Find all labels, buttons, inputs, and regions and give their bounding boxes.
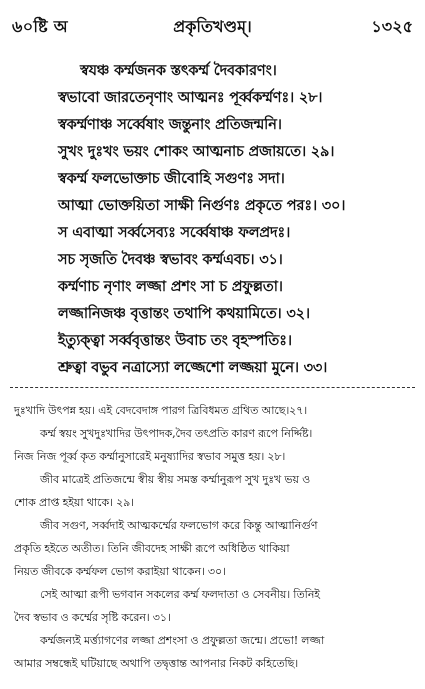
verse-line: সচ সৃজতি দৈবঞ্চ স্বভাবং কর্ম্মএবচ। ৩১। [58, 251, 283, 268]
verse-line: আত্মা ভোক্তয়িতা সাক্ষী নির্গুণঃ প্রকৃতে পরঃ। ৩০। [58, 197, 346, 214]
commentary-line: দুঃখাদি উৎপন্ন হয়। এই বেদবেদাঙ্গ পারগ ত্রিবিধমত গ্রথিত আছে।২৭। [14, 404, 307, 417]
verse-line: স্বভাবো জারতেনৃণাং আত্মনঃ পূর্ব্বকর্ম্মণঃ। ২৮। [58, 89, 323, 106]
verse-line: শ্রুত্বা বভুব নত্রাস্যো লজ্জেশো লজ্জয়া মুনে। ৩৩। [58, 359, 328, 376]
verse-line: স এবাত্মা সর্ব্বসেব্যঃ সর্ব্বেষাঞ্চ ফলপ্রদঃ। [58, 224, 291, 241]
commentary-line: প্রকৃতি হইতে অতীত। তিনি জীবদেহ সাক্ষী রূপে অধিষ্ঠিত থাকিয়া [14, 542, 290, 555]
verse-line: লজ্জানিজঞ্চ বৃত্তান্তং তথাপি কথয়ামিতে। ৩২। [58, 305, 310, 322]
commentary-line: দৈব স্বভাব ও কর্ম্মের সৃষ্টি করেন। ৩১। [14, 611, 171, 624]
verse-line: স্বকর্ম্মণাঞ্চ সর্ব্বেষাং জন্তুনাং প্রতিজন্মনি। [58, 116, 282, 133]
commentary-line: নিজ নিজ পূর্ব্ব কৃত কর্ম্মানুসারেই মনুষ্যাদির স্বভাব সমুত্ত হয়। ২৮। [14, 450, 286, 463]
verse-line: কর্ম্মণাচ নৃণাং লজ্জা প্রশং সা চ প্রফুল্লতা। [58, 278, 283, 295]
commentary-line: জীব সগুণ, সর্ব্বদাই আত্মকর্ম্মের ফলভোগ করে কিন্তু আত্মানির্গুণ [40, 519, 318, 532]
commentary-line: কর্ম্মজন্যই মর্ত্ত্যাগণের লজ্জা প্রশংসা ও প্রফুল্লতা জন্মে। প্রভো! লজ্জা [40, 634, 325, 647]
page-title: প্রকৃতিখণ্ডম্। [173, 17, 252, 36]
commentary-line: সেই আত্মা রূপী ভগবান সকলের কর্ম্ম ফলদাতা ও সেবনীয়। তিনিই [40, 588, 320, 601]
verse-line: স্বযঞ্চ কর্ম্মজনক স্তৎকর্ম্ম দৈবকারণং। [80, 62, 277, 79]
commentary-line: নিয়ত জীবকে কর্ম্মফল ভোগ করাইয়া থাকেন। ৩০। [14, 565, 226, 578]
commentary-line: শোক প্রাপ্ত হইয়া থাকে। ২৯। [14, 496, 134, 509]
verse-line: স্বকর্ম্ম ফলভোক্তাচ জীবোহি সগুণঃ সদা। [58, 170, 285, 187]
page-number: ১৩২৫ [371, 17, 413, 36]
commentary-line: জীব মাত্রেই প্রতিজন্মে স্বীয় স্বীয় সমস্ত কর্ম্মানুরূপ সুখ দুঃখ ভয় ও [40, 473, 311, 486]
chapter-marker: ৬০ষ্টি অ [12, 17, 68, 36]
verse-line: সুখং দুঃখং ভয়ং শোকং আত্মনাচ প্রজায়তে। ২৯। [58, 143, 335, 160]
section-divider [10, 387, 415, 388]
verse-line: ইত্যুক্ত্বা সর্ব্ববৃত্তান্তং উবাচ তং বৃহস্পতিঃ। [58, 332, 292, 349]
page-header [0, 10, 425, 40]
commentary-line: আমার সম্বন্ধেই ঘটিয়াছে অথাপি তদ্বৃত্তান্ত আপনার নিকট কহিতেছি। [14, 657, 299, 670]
commentary-line: কর্ম্ম স্বয়ং সুখদুঃখাদির উৎপাদক,দৈব তৎপ্রতি কারণ রূপে নির্দ্দিষ্ট। [40, 427, 313, 440]
